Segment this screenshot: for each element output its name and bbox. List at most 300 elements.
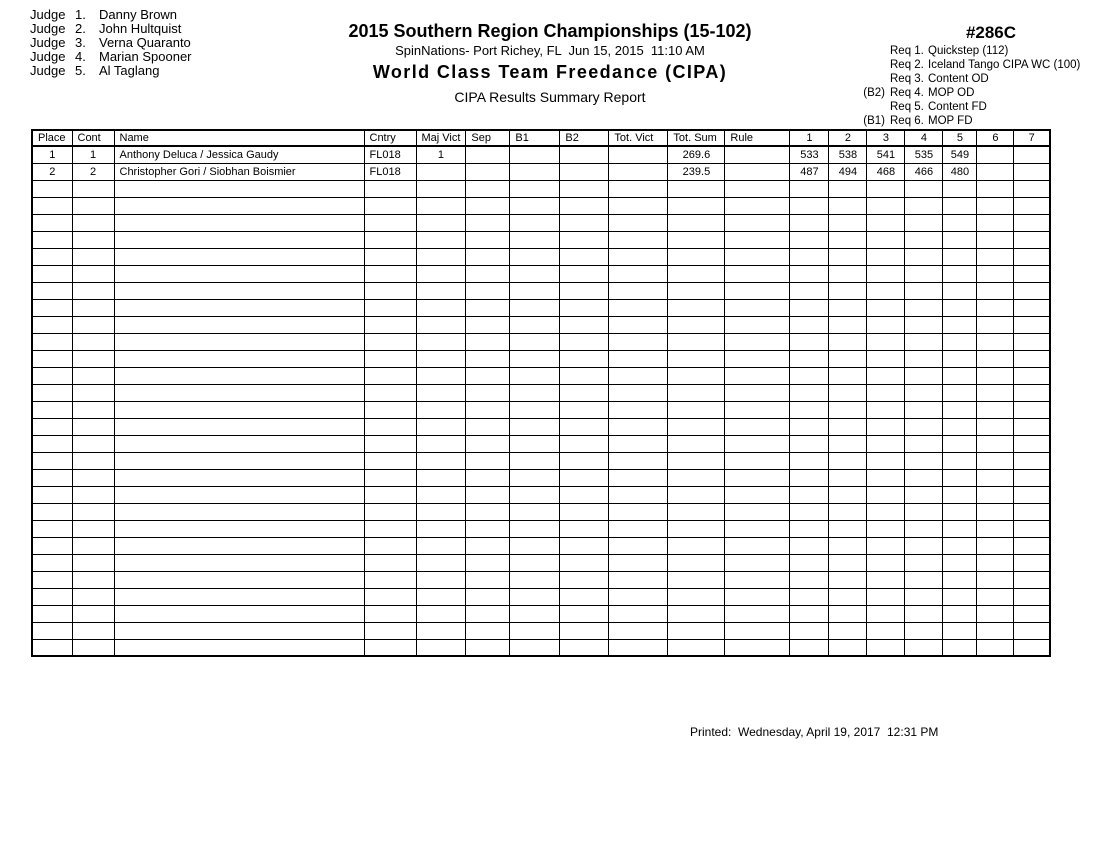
requirement-prefix (856, 100, 890, 114)
empty-table-row (32, 248, 1050, 265)
requirement-text: Content FD (928, 101, 987, 113)
cell-b2 (560, 197, 609, 214)
cell-cont (72, 367, 114, 384)
cell-maj_vict (416, 214, 466, 231)
empty-table-row (32, 554, 1050, 571)
cell-tot_sum (668, 435, 725, 452)
cell-tot_vict (609, 452, 668, 469)
col-header-rule: Rule (725, 130, 790, 146)
cell-j5 (943, 401, 977, 418)
cell-j7 (1014, 588, 1050, 605)
cell-j3 (867, 282, 905, 299)
cell-b2 (560, 401, 609, 418)
cell-name (114, 622, 364, 639)
cell-j7 (1014, 605, 1050, 622)
requirement-row (856, 86, 1080, 100)
cell-j1 (790, 333, 829, 350)
cell-tot_vict (609, 265, 668, 282)
cell-j6 (977, 367, 1014, 384)
cell-tot_vict (609, 299, 668, 316)
cell-j1 (790, 571, 829, 588)
cell-maj_vict (416, 469, 466, 486)
cell-tot_sum (668, 401, 725, 418)
venue-date-line: SpinNations- Port Richey, FL Jun 15, 2015 11:10 AM (395, 43, 705, 58)
cell-maj_vict (416, 605, 466, 622)
empty-table-row (32, 537, 1050, 554)
cell-b2 (560, 571, 609, 588)
cell-j4 (905, 537, 943, 554)
cell-j1 (790, 231, 829, 248)
cell-rule (725, 401, 790, 418)
cell-cont (72, 537, 114, 554)
cell-j4 (905, 180, 943, 197)
cell-place (32, 537, 72, 554)
cell-j4 (905, 503, 943, 520)
cell-j7 (1014, 197, 1050, 214)
cell-maj_vict (416, 231, 466, 248)
cell-sep (466, 452, 510, 469)
cell-j1 (790, 401, 829, 418)
cell-j7 (1014, 146, 1050, 163)
cell-j1 (790, 265, 829, 282)
cell-j1 (790, 605, 829, 622)
cell-tot_sum: 269.6 (668, 146, 725, 163)
cell-place (32, 469, 72, 486)
requirement-text: MOP FD (928, 115, 973, 127)
cell-tot_vict (609, 503, 668, 520)
cell-place (32, 231, 72, 248)
cell-b1 (510, 367, 560, 384)
cell-j2 (829, 554, 867, 571)
cell-rule (725, 605, 790, 622)
cell-j7 (1014, 401, 1050, 418)
cell-j4 (905, 622, 943, 639)
cell-cont (72, 401, 114, 418)
cell-b2 (560, 146, 609, 163)
cell-b2 (560, 384, 609, 401)
empty-table-row (32, 435, 1050, 452)
cell-sep (466, 333, 510, 350)
cell-b1 (510, 316, 560, 333)
cell-j2 (829, 333, 867, 350)
cell-tot_vict (609, 435, 668, 452)
cell-j2 (829, 537, 867, 554)
cell-name (114, 367, 364, 384)
cell-j3 (867, 469, 905, 486)
cell-sep (466, 418, 510, 435)
cell-tot_vict (609, 248, 668, 265)
cell-name (114, 265, 364, 282)
cell-j3 (867, 197, 905, 214)
cell-j5 (943, 537, 977, 554)
cell-j1 (790, 554, 829, 571)
competition-title: 2015 Southern Region Championships (15-102) (348, 21, 752, 41)
cell-j4 (905, 231, 943, 248)
cell-j6 (977, 520, 1014, 537)
empty-table-row (32, 282, 1050, 299)
cell-tot_sum (668, 520, 725, 537)
cell-maj_vict (416, 588, 466, 605)
cell-j2 (829, 418, 867, 435)
empty-table-row (32, 384, 1050, 401)
cell-j6 (977, 588, 1014, 605)
cell-cntry: FL018 (364, 163, 416, 180)
cell-j7 (1014, 214, 1050, 231)
table-row (32, 163, 1050, 180)
requirement-text: Quickstep (112) (928, 45, 1009, 57)
cell-sep (466, 622, 510, 639)
cell-j3 (867, 622, 905, 639)
cell-j5 (943, 333, 977, 350)
col-header-j3: 3 (867, 130, 905, 146)
empty-table-row (32, 180, 1050, 197)
cell-maj_vict (416, 367, 466, 384)
cell-j7 (1014, 299, 1050, 316)
cell-j7 (1014, 350, 1050, 367)
cell-j7 (1014, 282, 1050, 299)
cell-place (32, 554, 72, 571)
cell-tot_vict (609, 231, 668, 248)
cell-sep (466, 163, 510, 180)
cell-b1 (510, 333, 560, 350)
requirement-label: Req 4. (890, 87, 924, 99)
judge-number: 2. (75, 21, 86, 36)
cell-j3 (867, 486, 905, 503)
cell-tot_sum (668, 384, 725, 401)
cell-rule (725, 333, 790, 350)
requirement-text: Content OD (928, 73, 989, 85)
empty-table-row (32, 197, 1050, 214)
cell-tot_vict (609, 333, 668, 350)
col-header-j6: 6 (977, 130, 1014, 146)
cell-tot_sum (668, 214, 725, 231)
empty-table-row (32, 520, 1050, 537)
cell-place (32, 299, 72, 316)
cell-maj_vict (416, 435, 466, 452)
cell-j5 (943, 503, 977, 520)
cell-j3 (867, 265, 905, 282)
cell-j1 (790, 197, 829, 214)
judge-row (30, 8, 192, 22)
judge-name: Al Taglang (99, 63, 160, 78)
requirement-row (856, 114, 1080, 128)
cell-j5 (943, 520, 977, 537)
cell-maj_vict (416, 520, 466, 537)
cell-tot_sum (668, 452, 725, 469)
cell-cntry (364, 639, 416, 656)
cell-j2 (829, 486, 867, 503)
cell-maj_vict (416, 316, 466, 333)
table-row (32, 146, 1050, 163)
cell-maj_vict (416, 265, 466, 282)
cell-tot_sum (668, 588, 725, 605)
cell-cont (72, 571, 114, 588)
cell-tot_sum (668, 299, 725, 316)
cell-j3 (867, 554, 905, 571)
cell-tot_sum (668, 622, 725, 639)
cell-j3 (867, 401, 905, 418)
cell-cont (72, 435, 114, 452)
cell-b2 (560, 418, 609, 435)
cell-rule (725, 639, 790, 656)
cell-j1 (790, 520, 829, 537)
cell-b2 (560, 299, 609, 316)
requirement-text: Iceland Tango CIPA WC (100) (928, 59, 1081, 71)
cell-rule (725, 622, 790, 639)
cell-cont (72, 605, 114, 622)
cell-maj_vict (416, 299, 466, 316)
cell-tot_vict (609, 537, 668, 554)
cell-tot_sum (668, 367, 725, 384)
cell-j6 (977, 537, 1014, 554)
cell-cont (72, 588, 114, 605)
cell-sep (466, 316, 510, 333)
cell-tot_vict (609, 214, 668, 231)
cell-j6 (977, 350, 1014, 367)
cell-tot_sum (668, 418, 725, 435)
cell-rule (725, 384, 790, 401)
cell-cntry (364, 605, 416, 622)
cell-tot_sum (668, 503, 725, 520)
cell-j6 (977, 180, 1014, 197)
cell-cont (72, 197, 114, 214)
cell-j7 (1014, 622, 1050, 639)
cell-b1 (510, 350, 560, 367)
cell-j6 (977, 333, 1014, 350)
empty-table-row (32, 622, 1050, 639)
cell-j3 (867, 503, 905, 520)
cell-j4 (905, 435, 943, 452)
cell-cont: 2 (72, 163, 114, 180)
cell-b2 (560, 588, 609, 605)
cell-j4 (905, 452, 943, 469)
cell-j6 (977, 146, 1014, 163)
cell-j4 (905, 367, 943, 384)
cell-b2 (560, 469, 609, 486)
cell-name (114, 231, 364, 248)
cell-cntry (364, 401, 416, 418)
cell-place (32, 401, 72, 418)
cell-j4 (905, 520, 943, 537)
cell-maj_vict (416, 350, 466, 367)
cell-cntry (364, 588, 416, 605)
col-header-b1: B1 (510, 130, 560, 146)
cell-name (114, 248, 364, 265)
cell-j6 (977, 163, 1014, 180)
cell-j1 (790, 214, 829, 231)
cell-j4 (905, 333, 943, 350)
cell-cntry (364, 350, 416, 367)
cell-rule (725, 469, 790, 486)
cell-j1 (790, 588, 829, 605)
cell-tot_vict (609, 469, 668, 486)
cell-b1 (510, 486, 560, 503)
cell-rule (725, 197, 790, 214)
cell-place (32, 197, 72, 214)
cell-rule (725, 537, 790, 554)
cell-name (114, 418, 364, 435)
empty-table-row (32, 333, 1050, 350)
cell-name (114, 333, 364, 350)
cell-j3 (867, 520, 905, 537)
cell-place (32, 316, 72, 333)
cell-tot_vict (609, 554, 668, 571)
cell-rule (725, 248, 790, 265)
cell-tot_sum (668, 639, 725, 656)
cell-j7 (1014, 554, 1050, 571)
cell-name: Christopher Gori / Siobhan Boismier (114, 163, 364, 180)
cell-cntry (364, 248, 416, 265)
cell-j2 (829, 588, 867, 605)
cell-j3 (867, 452, 905, 469)
cell-j6 (977, 452, 1014, 469)
cell-tot_vict (609, 367, 668, 384)
requirement-label: Req 6. (890, 115, 924, 127)
cell-name (114, 316, 364, 333)
cell-b1 (510, 282, 560, 299)
cell-cntry (364, 435, 416, 452)
cell-maj_vict (416, 622, 466, 639)
cell-j6 (977, 571, 1014, 588)
cell-j4 (905, 554, 943, 571)
cell-cont (72, 622, 114, 639)
cell-maj_vict (416, 384, 466, 401)
cell-j3 (867, 231, 905, 248)
cell-place (32, 571, 72, 588)
col-header-j7: 7 (1014, 130, 1050, 146)
cell-place (32, 435, 72, 452)
cell-b1 (510, 265, 560, 282)
cell-cont (72, 248, 114, 265)
cell-sep (466, 248, 510, 265)
cell-sep (466, 350, 510, 367)
cell-j4: 535 (905, 146, 943, 163)
cell-b2 (560, 367, 609, 384)
cell-j4 (905, 197, 943, 214)
cell-j7 (1014, 520, 1050, 537)
cell-j2: 538 (829, 146, 867, 163)
requirement-row (856, 44, 1080, 58)
requirement-row (856, 72, 1080, 86)
cell-cont (72, 180, 114, 197)
cell-tot_vict (609, 418, 668, 435)
cell-place (32, 520, 72, 537)
cell-j2 (829, 503, 867, 520)
cell-j4 (905, 248, 943, 265)
cell-j1 (790, 367, 829, 384)
cell-j4 (905, 299, 943, 316)
cell-j7 (1014, 248, 1050, 265)
cell-rule (725, 452, 790, 469)
cell-name (114, 435, 364, 452)
cell-j5 (943, 418, 977, 435)
cell-j3 (867, 214, 905, 231)
cell-j1 (790, 486, 829, 503)
cell-j7 (1014, 571, 1050, 588)
cell-j2 (829, 265, 867, 282)
cell-tot_sum (668, 571, 725, 588)
cell-j5 (943, 299, 977, 316)
cell-place (32, 367, 72, 384)
cell-b1 (510, 214, 560, 231)
cell-tot_vict (609, 639, 668, 656)
cell-sep (466, 384, 510, 401)
cell-place (32, 265, 72, 282)
cell-j5 (943, 435, 977, 452)
cell-sep (466, 265, 510, 282)
cell-b2 (560, 265, 609, 282)
cell-cont (72, 350, 114, 367)
cell-j7 (1014, 639, 1050, 656)
cell-cntry (364, 180, 416, 197)
requirement-prefix (856, 44, 890, 58)
cell-rule (725, 520, 790, 537)
cell-b2 (560, 639, 609, 656)
cell-j3 (867, 384, 905, 401)
cell-b1 (510, 384, 560, 401)
empty-table-row (32, 214, 1050, 231)
cell-tot_vict (609, 486, 668, 503)
cell-j2 (829, 605, 867, 622)
cell-b1 (510, 180, 560, 197)
cell-rule (725, 146, 790, 163)
cell-place (32, 486, 72, 503)
cell-maj_vict (416, 639, 466, 656)
cell-j2 (829, 197, 867, 214)
cell-rule (725, 231, 790, 248)
cell-b1 (510, 163, 560, 180)
cell-b1 (510, 537, 560, 554)
cell-name (114, 520, 364, 537)
col-header-tot_sum: Tot. Sum (668, 130, 725, 146)
cell-sep (466, 554, 510, 571)
judge-label: Judge (30, 7, 66, 22)
cell-j7 (1014, 384, 1050, 401)
cell-j4 (905, 316, 943, 333)
cell-j5 (943, 384, 977, 401)
cell-rule (725, 265, 790, 282)
col-header-name: Name (114, 130, 364, 146)
cell-j6 (977, 282, 1014, 299)
cell-place (32, 622, 72, 639)
cell-name (114, 571, 364, 588)
cell-maj_vict (416, 554, 466, 571)
cell-tot_sum (668, 180, 725, 197)
cell-j2 (829, 316, 867, 333)
cell-b2 (560, 503, 609, 520)
cell-j3: 541 (867, 146, 905, 163)
cell-b2 (560, 452, 609, 469)
cell-cntry (364, 452, 416, 469)
empty-table-row (32, 469, 1050, 486)
cell-place (32, 418, 72, 435)
cell-tot_vict (609, 622, 668, 639)
empty-table-row (32, 401, 1050, 418)
cell-b2 (560, 282, 609, 299)
cell-tot_vict (609, 163, 668, 180)
cell-j3 (867, 639, 905, 656)
cell-j2 (829, 622, 867, 639)
cell-j1 (790, 299, 829, 316)
cell-place: 2 (32, 163, 72, 180)
col-header-j1: 1 (790, 130, 829, 146)
empty-table-row (32, 452, 1050, 469)
cell-tot_vict (609, 384, 668, 401)
judge-name: Marian Spooner (99, 49, 192, 64)
cell-rule (725, 367, 790, 384)
cell-j2 (829, 452, 867, 469)
cell-rule (725, 503, 790, 520)
